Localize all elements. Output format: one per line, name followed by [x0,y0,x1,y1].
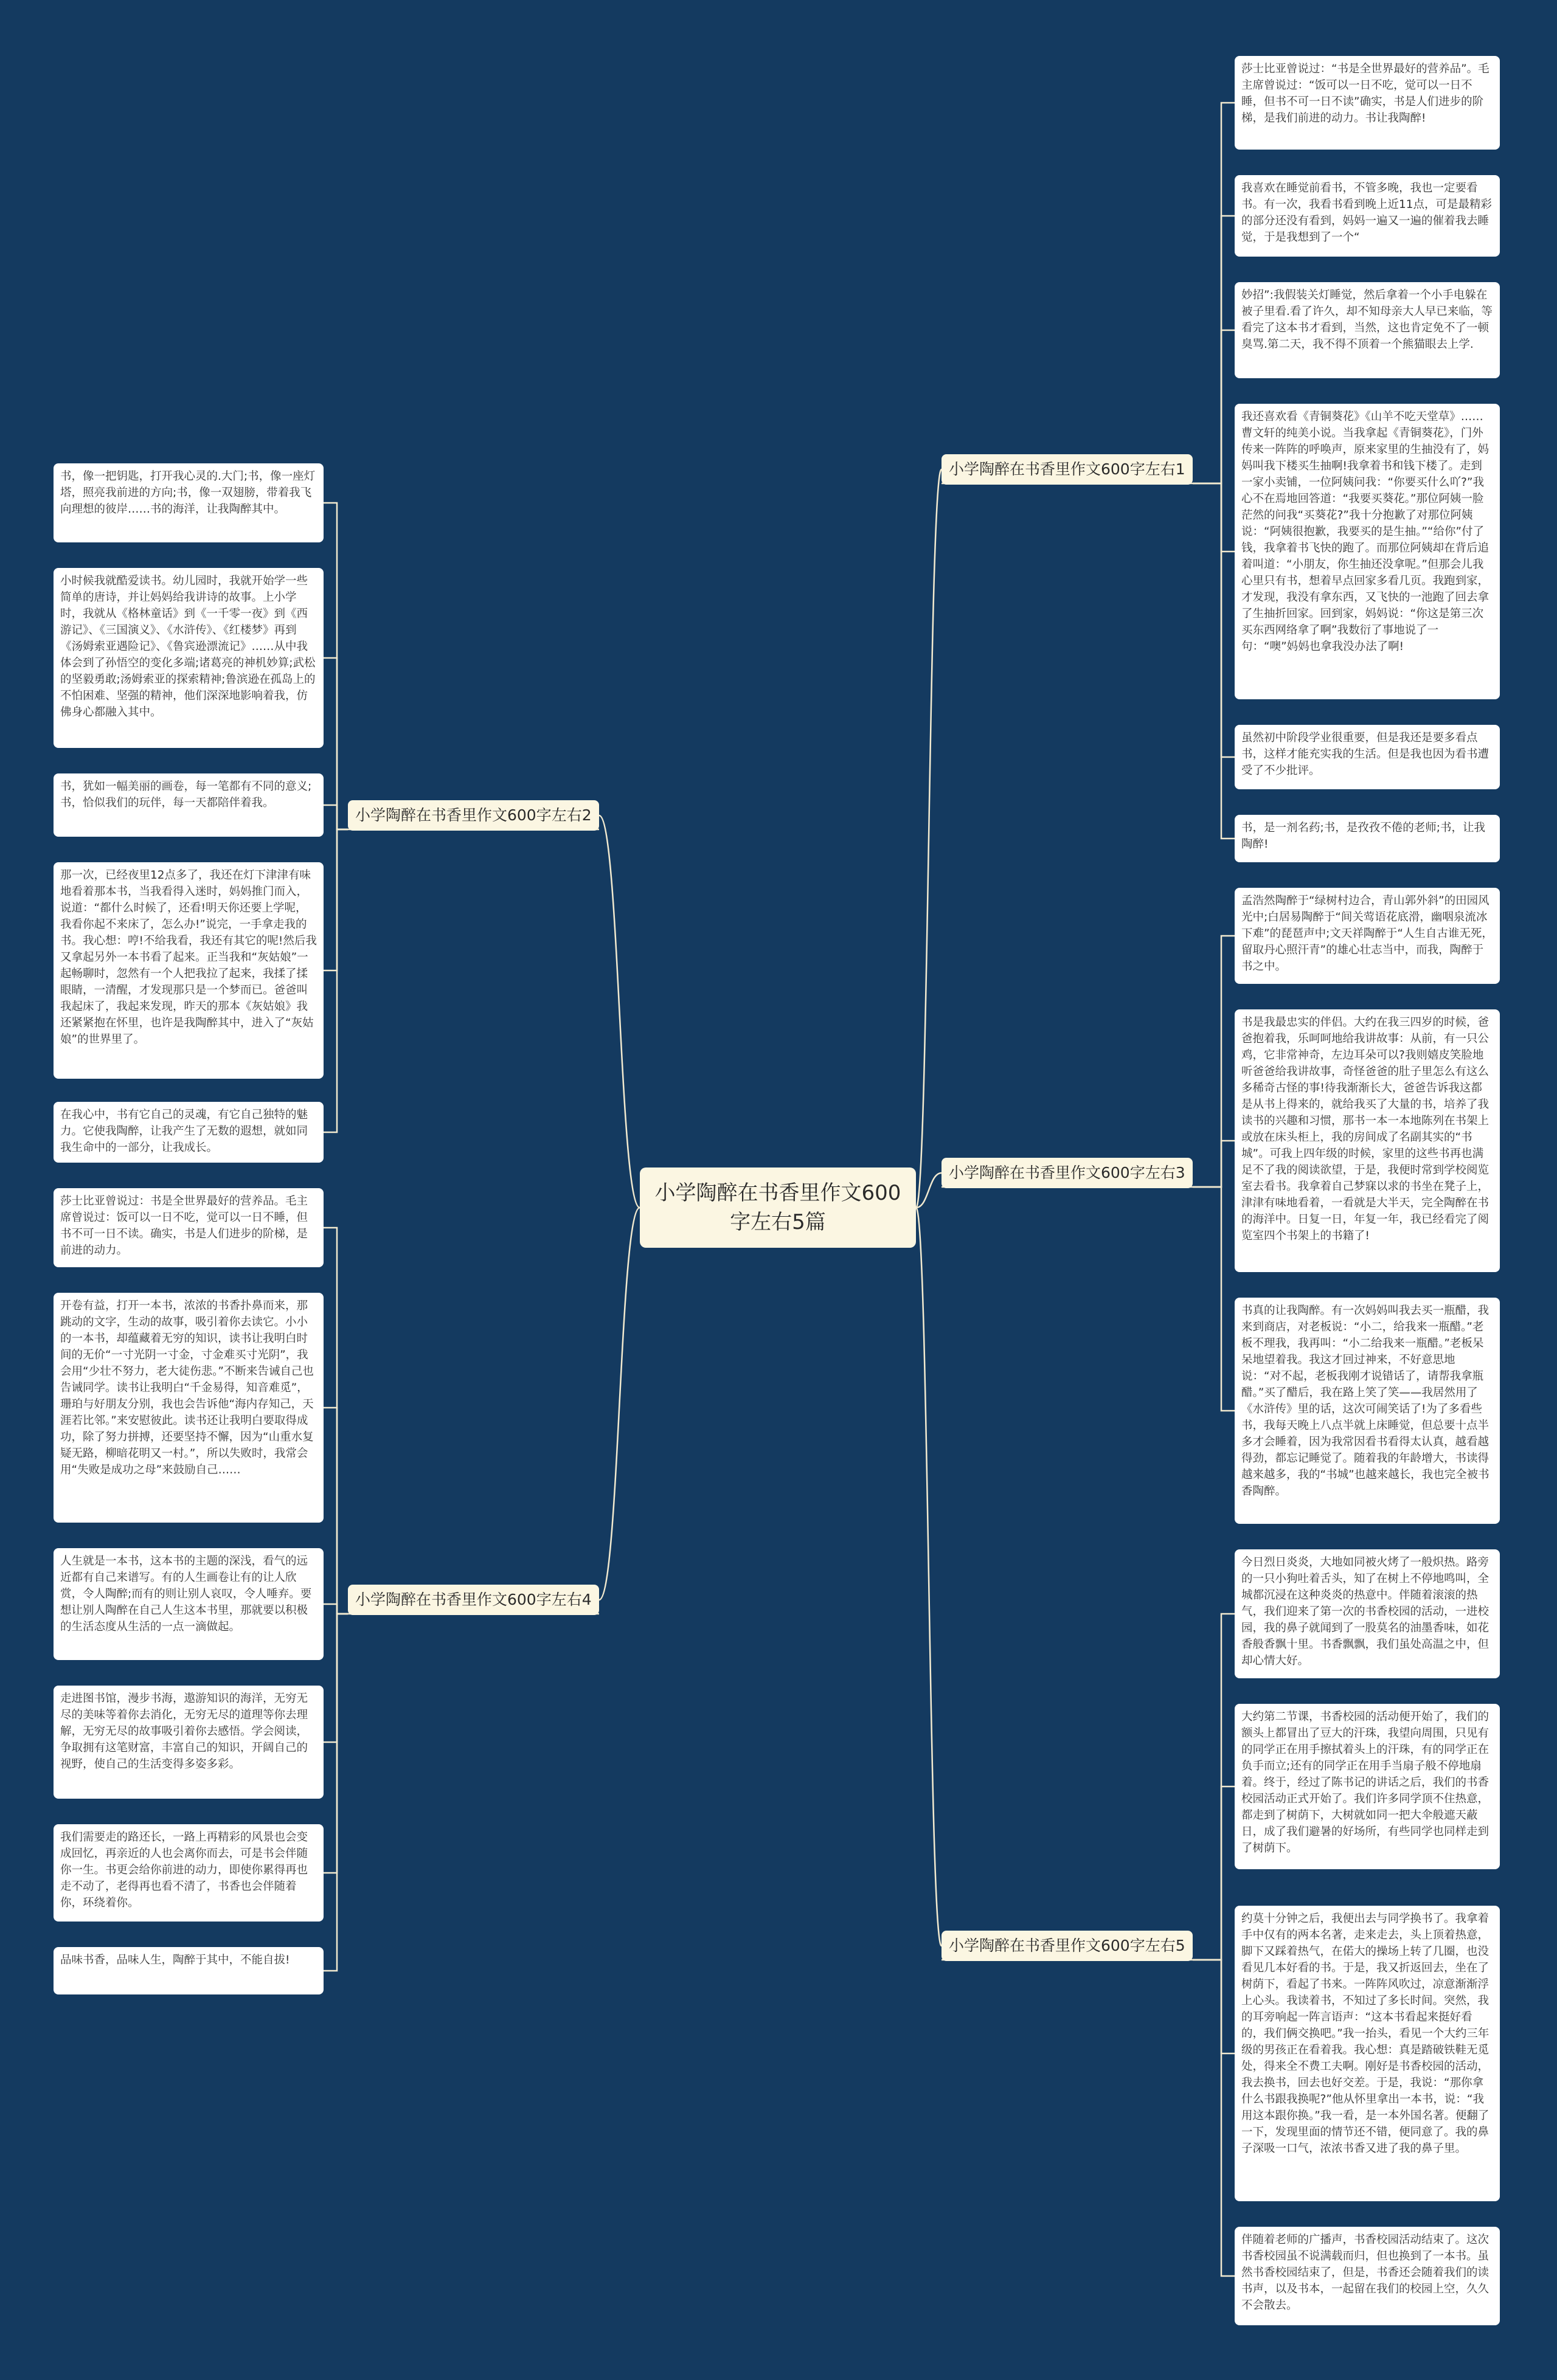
branch-leaf-link [324,658,348,829]
root-branch-link [916,1208,941,1946]
branch-leaf-link [324,829,348,1132]
branch-leaf-link [324,1614,348,1742]
branch-leaf-link [324,1228,348,1614]
leaf-note[interactable]: 书，像一把钥匙，打开我心灵的.大门;书，像一座灯塔，照亮我前进的方向;书，像一双翅膀，带着我飞向理想的彼岸……书的海洋，让我陶醉其中。 [54,463,324,542]
branch-leaf-link [1193,1960,1235,2276]
leaf-note[interactable]: 虽然初中阶段学业很重要，但是我还是要多看点书，这样才能充实我的生活。但是我也因为看书遭受了不少批评。 [1235,725,1500,789]
leaf-note[interactable]: 那一次，已经夜里12点多了，我还在灯下津津有味地看着那本书，当我看得入迷时，妈妈推门而入，说道：“都什么时候了，还看!明天你还要上学呢，我看你起不来床了，怎么办!”说完，一手拿走我的书。我心想：哼!不给我看，我还有其它的呢!然后我又拿起另外一本书看了起来。正当我和“灰姑娘”一起畅聊时，忽然有一个人把我拉了起来，我揉了揉眼睛，一清醒，才发现那只是一个梦而已。爸爸叫我起床了，我起来发现，昨天的那本《灰姑娘》我还紧紧抱在怀里，也许是我陶醉其中，进入了“灰姑娘”的世界里了。 [54,862,324,1079]
leaf-note[interactable]: 莎士比亚曾说过：“书是全世界最好的营养品”。毛主席曾说过：“饭可以一日不吃，觉可以一日不睡，但书不可一日不读”确实，书是人们进步的阶梯，是我们前进的动力。书让我陶醉! [1235,56,1500,150]
leaf-note[interactable]: 在我心中，书有它自己的灵魂，有它自己独特的魅力。它使我陶醉，让我产生了无数的遐想，就如同我生命中的一部分，让我成长。 [54,1102,324,1163]
leaf-note[interactable]: 品味书香，品味人生，陶醉于其中，不能自拔! [54,1947,324,1994]
branch-leaf-link [1193,483,1235,757]
leaf-note[interactable]: 大约第二节课，书香校园的活动便开始了，我们的额头上都冒出了豆大的汗珠，我望向周围，只见有的同学正在用手擦拭着头上的汗珠，有的同学正在负手而立;还有的同学正在用手当扇子般不停地扇着。终于，经过了陈书记的讲话之后，我们的书香校园活动正式开始了。我们许多同学顶不住热意，都走到了树荫下，大树就如同一把大伞般遮天蔽日，成了我们避暑的好场所，有些同学也同样走到了树荫下。 [1235,1704,1500,1869]
branch-leaf-link [1193,1960,1235,2053]
leaf-note[interactable]: 我喜欢在睡觉前看书，不管多晚，我也一定要看书。有一次，我看书看到晚上近11点，可是最精彩的部分还没有看到，妈妈一遍又一遍的催着我去睡觉，于是我想到了一个“ [1235,175,1500,257]
leaf-note[interactable]: 人生就是一本书，这本书的主题的深浅，看气的远近都有自己来谱写。有的人生画卷让有的让人欣赏，令人陶醉;而有的则让别人哀叹，令人唾弃。要想让别人陶醉在自己人生这本书里，那就要以积极的生活态度从生活的一点一滴做起。 [54,1548,324,1660]
branch-leaf-link [1193,483,1235,552]
branch-leaf-link [1193,330,1235,483]
branch-leaf-link [324,805,348,829]
leaf-note[interactable]: 孟浩然陶醉于“绿树村边合，青山郭外斜”的田园风光中;白居易陶醉于“间关莺语花底滑，幽咽泉流冰下难”的琵琶声中;文天祥陶醉于“人生自古谁无死，留取丹心照汗青”的雄心壮志当中，而我，陶醉于书之中。 [1235,888,1500,984]
leaf-note[interactable]: 伴随着老师的广播声，书香校园活动结束了。这次书香校园虽不说满载而归，但也换到了一本书。虽然书香校园结束了，但是，书香还会随着我们的读书声，以及书本，一起留在我们的校园上空，久久不会散去。 [1235,2227,1500,2325]
branch-leaf-link [324,1614,348,1971]
root-branch-link [916,469,941,1208]
branch-leaf-link [324,1614,348,1873]
leaf-note[interactable]: 开卷有益，打开一本书，浓浓的书香扑鼻而来，那跳动的文字，生动的故事，吸引着你去读它。小小的一本书，却蕴藏着无穷的知识，读书让我明白时间的无价“一寸光阴一寸金，寸金难买寸光阴”，我会用“少壮不努力，老大徒伤悲。”不断来告诫自己也告诫同学。读书让我明白“千金易得，知音难觅”，珊珀与好朋友分别，我也会告诉他“海内存知己，天涯若比邻。”来安慰彼此。读书还让我明白要取得成功，除了努力拼搏，还要坚持不懈，因为“山重水复疑无路，柳暗花明又一村。”，所以失败时，我常会用“失败是成功之母”来鼓励自己…… [54,1293,324,1523]
branch-leaf-link [1193,216,1235,483]
branch-leaf-link [324,1604,348,1614]
leaf-note[interactable]: 书真的让我陶醉。有一次妈妈叫我去买一瓶醋，我来到商店，对老板说：“小二，给我来一瓶醋。”老板不理我，我再叫：“小二给我来一瓶醋。”老板呆呆地望着我。我这才回过神来，不好意思地说：“对不起，老板我刚才说错话了，请帮我拿瓶醋。”买了醋后，我在路上笑了笑——我居然用了《水浒传》里的话，这次可闹笑话了!为了多看些书，我每天晚上八点半就上床睡觉，但总要十点半多才会睡着，因为我常因看书看得太认真，越看越得劲，都忘记睡觉了。随着我的年龄增大，书读得越来越多，我的“书城”也越来越长，我也完全被书香陶醉。 [1235,1298,1500,1524]
leaf-note[interactable]: 书是我最忠实的伴侣。大约在我三四岁的时候，爸爸抱着我，乐呵呵地给我讲故事：从前，有一只公鸡，它非常神奇，左边耳朵可以?我则嬉皮笑脸地听爸爸给我讲故事，奇怪爸爸的肚子里怎么有这么多稀奇古怪的事!待我渐渐长大，爸爸告诉我这都是从书上得来的，就给我买了大量的书，培养了我读书的兴趣和习惯，那书一本一本地陈列在书架上或放在床头柜上，我的房间成了名副其实的“书城”。可我上四年级的时候，家里的这些书再也满足不了我的阅读欲望，于是，我便时常到学校阅览室去看书。我拿着自己梦寐以求的书坐在凳子上，津津有味地看着，一看就是大半天，完全陶醉在书的海洋中。日复一日，年复一年，我已经看完了阅览室四个书架上的书籍了! [1235,1009,1500,1272]
branch-topic-4[interactable]: 小学陶醉在书香里作文600字左右4 [348,1585,599,1615]
leaf-note[interactable]: 我还喜欢看《青铜葵花》《山羊不吃天堂草》……曹文轩的纯美小说。当我拿起《青铜葵花》，门外传来一阵阵的呼唤声，原来家里的生抽没有了，妈妈叫我下楼买生抽啊!我拿着书和钱下楼了。走到一家小卖铺，一位阿姨问我：“你要买什么吖?”我心不在焉地回答道：“我要买葵花。”那位阿姨一脸茫然的问我“买葵花?”我十分抱歉了对那位阿姨说：“阿姨很抱歉，我要买的是生抽。”“给你”付了钱，我拿着书飞快的跑了。而那位阿姨却在背后追着叫道：“小朋友，你生抽还没拿呢。”但那会儿我心里只有书，想着早点回家多看几页。我跑到家，才发现，我没有拿东西，又飞快的一池跑了回去拿了生抽折回家。回到家，妈妈说：“你这是第三次买东西网络拿了啊”我数衍了事地说了一句：“噢”妈妈也拿我没办法了啊! [1235,404,1500,699]
branch-leaf-link [1193,1787,1235,1960]
branch-leaf-link [324,1408,348,1614]
branch-leaf-link [1193,1141,1235,1187]
branch-leaf-link [324,503,348,829]
root-branch-link [599,1208,640,1600]
branch-leaf-link [1193,1187,1235,1411]
branch-leaf-link [1193,103,1235,483]
branch-leaf-link [1193,936,1235,1187]
leaf-note[interactable]: 约莫十分钟之后，我便出去与同学换书了。我拿着手中仅有的两本名著，走来走去，头上顶着热意，脚下又踩着热气，在偌大的操场上转了几圈，也没看见几本好看的书。于是，我又折返回去，坐在了树荫下，看起了书来。一阵阵风吹过，凉意渐渐浮上心头。我读着书，不知过了多长时间。突然，我的耳旁响起一阵言语声：“这本书看起来挺好看的，我们俩交换吧。”我一抬头，看见一个大约三年级的男孩正在看着我。我心想：真是踏破铁鞋无觅处，得来全不费工夫啊。刚好是书香校园的活动，我去换书，回去也好交差。于是，我说：“那你拿什么书跟我换呢?”他从怀里拿出一本书，说：“我用这本跟你换。”我一看，是一本外国名著。便翻了一下，发现里面的情节还不错，便同意了。我的鼻子深吸一口气，浓浓书香又进了我的鼻子里。 [1235,1906,1500,2201]
branch-topic-3[interactable]: 小学陶醉在书香里作文600字左右3 [941,1158,1193,1188]
branch-topic-5[interactable]: 小学陶醉在书香里作文600字左右5 [941,1931,1193,1961]
leaf-note[interactable]: 妙招”:我假装关灯睡觉，然后拿着一个小手电躲在被子里看.看了许久，却不知母亲大人早已来临，等看完了这本书才看到，当然，这也肯定免不了一顿臭骂.第二天，我不得不顶着一个熊猫眼去上学. [1235,282,1500,378]
leaf-note[interactable]: 走进图书馆，漫步书海，遨游知识的海洋，无穷无尽的美味等着你去消化，无穷无尽的道理等你去理解，无穷无尽的故事吸引着你去感悟。学会阅读，争取拥有这笔财富，丰富自己的知识，开阔自己的视野，使自己的生活变得多姿多彩。 [54,1686,324,1799]
branch-topic-1[interactable]: 小学陶醉在书香里作文600字左右1 [941,454,1193,485]
leaf-note[interactable]: 今日烈日炎炎，大地如同被火烤了一般炽热。路旁的一只小狗吐着舌头，知了在树上不停地鸣叫，全城都沉浸在这种炎炎的热意中。伴随着滚滚的热气，我们迎来了第一次的书香校园的活动，一进校园，我的鼻子就闻到了一股莫名的油墨香味，如花香般香飘十里。书香飘飘，我们虽处高温之中，但却心情大好。 [1235,1549,1500,1678]
leaf-note[interactable]: 书，犹如一幅美丽的画卷，每一笔都有不同的意义;书，恰似我们的玩伴，每一天都陪伴着我。 [54,773,324,837]
root-branch-link [599,815,640,1208]
leaf-note[interactable]: 我们需要走的路还长，一路上再精彩的风景也会变成回忆，再亲近的人也会离你而去，可是书会伴随你一生。书更会给你前进的动力，即使你累得再也走不动了，老得再也看不清了，书香也会伴随着你，环绕着你。 [54,1824,324,1922]
branch-leaf-link [324,829,348,970]
branch-topic-2[interactable]: 小学陶醉在书香里作文600字左右2 [348,800,599,831]
leaf-note[interactable]: 书，是一剂名药;书，是孜孜不倦的老师;书，让我陶醉! [1235,815,1500,862]
leaf-note[interactable]: 小时候我就酷爱读书。幼儿园时，我就开始学一些简单的唐诗，并让妈妈给我讲诗的故事。上小学时，我就从《格林童话》到《一千零一夜》到《西游记》、《三国演义》、《水浒传》、《红楼梦》再到《汤姆索亚遇险记》、《鲁宾逊漂流记》……从中我体会到了孙悟空的变化多端;诸葛亮的神机妙算;武松的坚毅勇敢;汤姆索亚的探索精神;鲁滨逊在孤岛上的不怕困难、坚强的精神，他们深深地影响着我，仿佛身心都融入其中。 [54,568,324,748]
leaf-note[interactable]: 莎士比亚曾说过：书是全世界最好的营养品。毛主席曾说过：饭可以一日不吃，觉可以一日不睡，但书不可一日不读。确实，书是人们进步的阶梯，是前进的动力。 [54,1188,324,1267]
branch-leaf-link [1193,483,1235,839]
root-topic[interactable]: 小学陶醉在书香里作文600字左右5篇 [640,1168,916,1248]
